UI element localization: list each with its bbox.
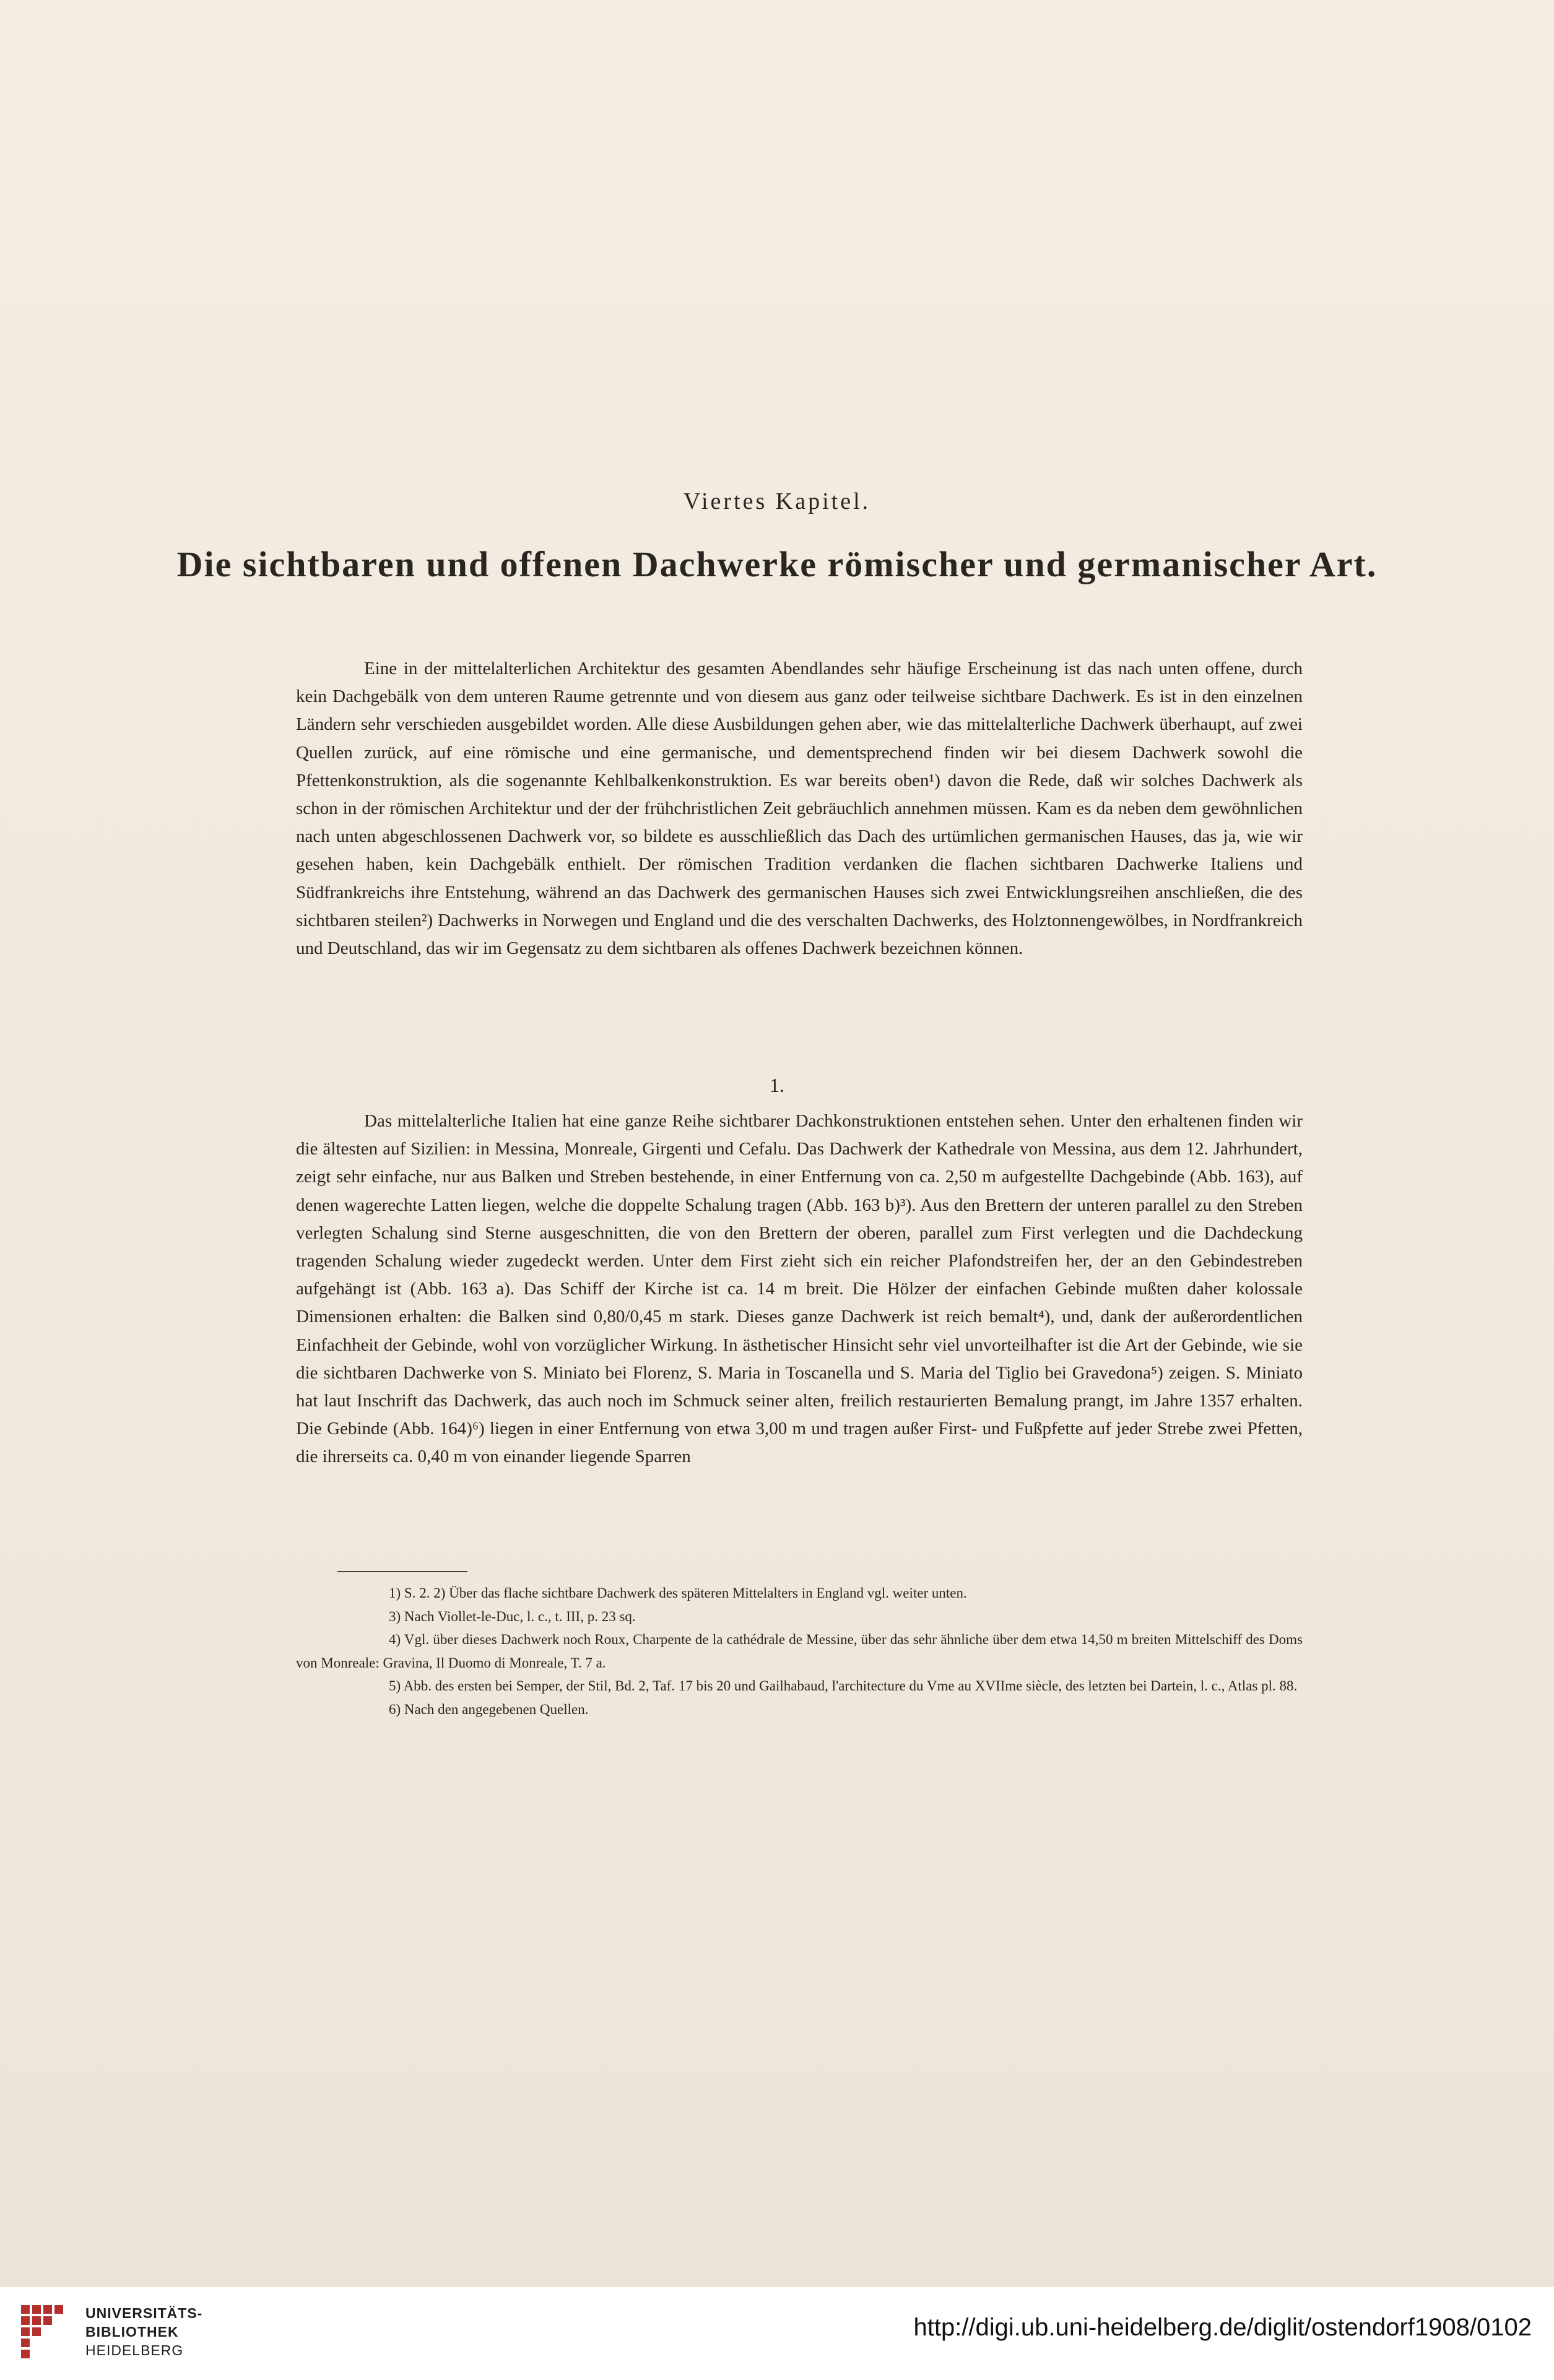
section-text	[296, 1107, 1303, 1471]
footnote-rule	[337, 1571, 467, 1572]
footnote-4: 4) Vgl. über dieses Dachwerk noch Roux, Charpente de la cathédrale de Messine, über das sehr ähnliche über dem etwa 14,50 m breiten Mittelschiff des Doms von Monreale: Gravina, Il Duomo di Monreale, T. 7 a.	[296, 1632, 1303, 1671]
source-url-link[interactable]: http://digi.ub.uni-heidelberg.de/diglit/ostendorf1908/0102	[913, 2314, 1532, 2341]
intro-text	[296, 655, 1303, 963]
intro-paragraph: Eine in der mittelalterlichen Architektur des gesamten Abendlandes sehr häufige Erscheinung ist das nach unten offene, durch kein Dachgebälk von dem unteren Raume getrennte und von diesem aus ganz oder teilweise sichtbare Dachwerk. Es ist in den einzelnen Ländern sehr verschieden ausgebildet worden. Alle diese Ausbildungen gehen aber, wie das mittelalterliche Dachwerk überhaupt, auf zwei Quellen zurück, auf eine römische und eine germanische, und dementsprechend finden wir bei diesem Dachwerk sowohl die Pfettenkonstruktion, als die sogenannte Kehlbalkenkonstruktion. Es war bereits oben¹) davon die Rede, daß wir solches Dachwerk als schon in der römischen Architektur und der der frühchristlichen Zeit gebräuchlich annehmen müssen. Kam es da neben dem gewöhnlichen nach unten abgeschlossenen Dachwerk vor, so bildete es ausschließlich das Dach des urtümlichen germanischen Hauses, das ja, wie wir gesehen haben, kein Dachgebälk enthielt. Der römischen Tradition verdanken die flachen sichtbaren Dachwerke Italiens und Südfrankreichs ihre Entstehung, während an das Dachwerk des germanischen Hauses sich zwei Entwicklungsreihen anschließen, die des sichtbaren steilen²) Dachwerks in Norwegen und England und die des verschalten Dachwerks, des Holztonnengewölbes, in Nordfrankreich und Deutschland, das wir im Gegensatz zu dem sichtbaren als offenes Dachwerk bezeichnen können.	[296, 659, 1303, 959]
library-name-line-3: HEIDELBERG	[85, 2342, 184, 2358]
library-name	[85, 2304, 202, 2360]
university-library-logo-icon	[19, 2301, 67, 2363]
footnotes	[296, 1582, 1303, 1721]
footnote-3: 3) Nach Viollet-le-Duc, l. c., t. III, p. 23 sq.	[389, 1608, 636, 1624]
section-paragraph: Das mittelalterliche Italien hat eine ganze Reihe sichtbarer Dachkonstruktionen entstehen sehen. Unter den erhaltenen finden wir die ältesten auf Sizilien: in Messina, Monreale, Girgenti und Cefalu. Das Dachwerk der Kathedrale von Messina, aus dem 12. Jahrhundert, zeigt sehr einfache, nur aus Balken und Streben bestehende, in einer Entfernung von ca. 2,50 m aufgestellte Dachgebinde (Abb. 163), auf denen wagerechte Latten liegen, welche die doppelte Schalung tragen (Abb. 163 b)³). Aus den Brettern der unteren parallel zu den Streben verlegten Schalung sind Sterne ausgeschnitten, die von den Brettern der oberen, parallel zum First verlegten und die Dachdeckung tragenden Schalung wieder zugedeckt werden. Unter dem First zieht sich ein reicher Plafondstreifen her, der an den Gebindestreben aufgehängt ist (Abb. 163 a). Das Schiff der Kirche ist ca. 14 m breit. Die Hölzer der einfachen Gebinde mußten daher kolossale Dimensionen erhalten: die Balken sind 0,80/0,45 m stark. Dieses ganze Dachwerk ist reich bemalt⁴), und, dank der außerordentlichen Einfachheit der Gebinde, wohl von vorzüglicher Wirkung. In ästhetischer Hinsicht sehr viel unvorteilhafter ist die Art der Gebinde, wie sie die sichtbaren Dachwerke von S. Miniato bei Florenz, S. Maria in Toscanella und S. Maria del Tiglio bei Gravedona⁵) zeigen. S. Miniato hat laut Inschrift das Dachwerk, das auch noch im Schmuck seiner alten, freilich restaurierten Bemalung prangt, im Jahre 1357 erhalten. Die Gebinde (Abb. 164)⁶) liegen in einer Entfernung von etwa 3,00 m und tragen außer First- und Fußpfette auf jeder Strebe zwei Pfetten, die ihrerseits ca. 0,40 m von einander liegende Sparren	[296, 1111, 1303, 1467]
footnote-5: 5) Abb. des ersten bei Semper, der Stil, Bd. 2, Taf. 17 bis 20 und Gailhabaud, l'architecture du Vme au XVIIme siècle, des letzten bei Dartein, l. c., Atlas pl. 88.	[389, 1678, 1298, 1694]
chapter-title: Die sichtbaren und offenen Dachwerke römischer und germanischer Art.	[176, 544, 1378, 584]
library-name-line-2: BIBLIOTHEK	[85, 2324, 179, 2340]
footnote-6: 6) Nach den angegebenen Quellen.	[389, 1701, 589, 1717]
footnote-1-2: 1) S. 2. 2) Über das flache sichtbare Dachwerk des späteren Mittelalters in England vgl. weiter unten.	[389, 1585, 967, 1601]
section-number: 1.	[770, 1074, 784, 1096]
library-name-line-1: UNIVERSITÄTS-	[85, 2305, 203, 2321]
chapter-label: Viertes Kapitel.	[683, 488, 871, 514]
